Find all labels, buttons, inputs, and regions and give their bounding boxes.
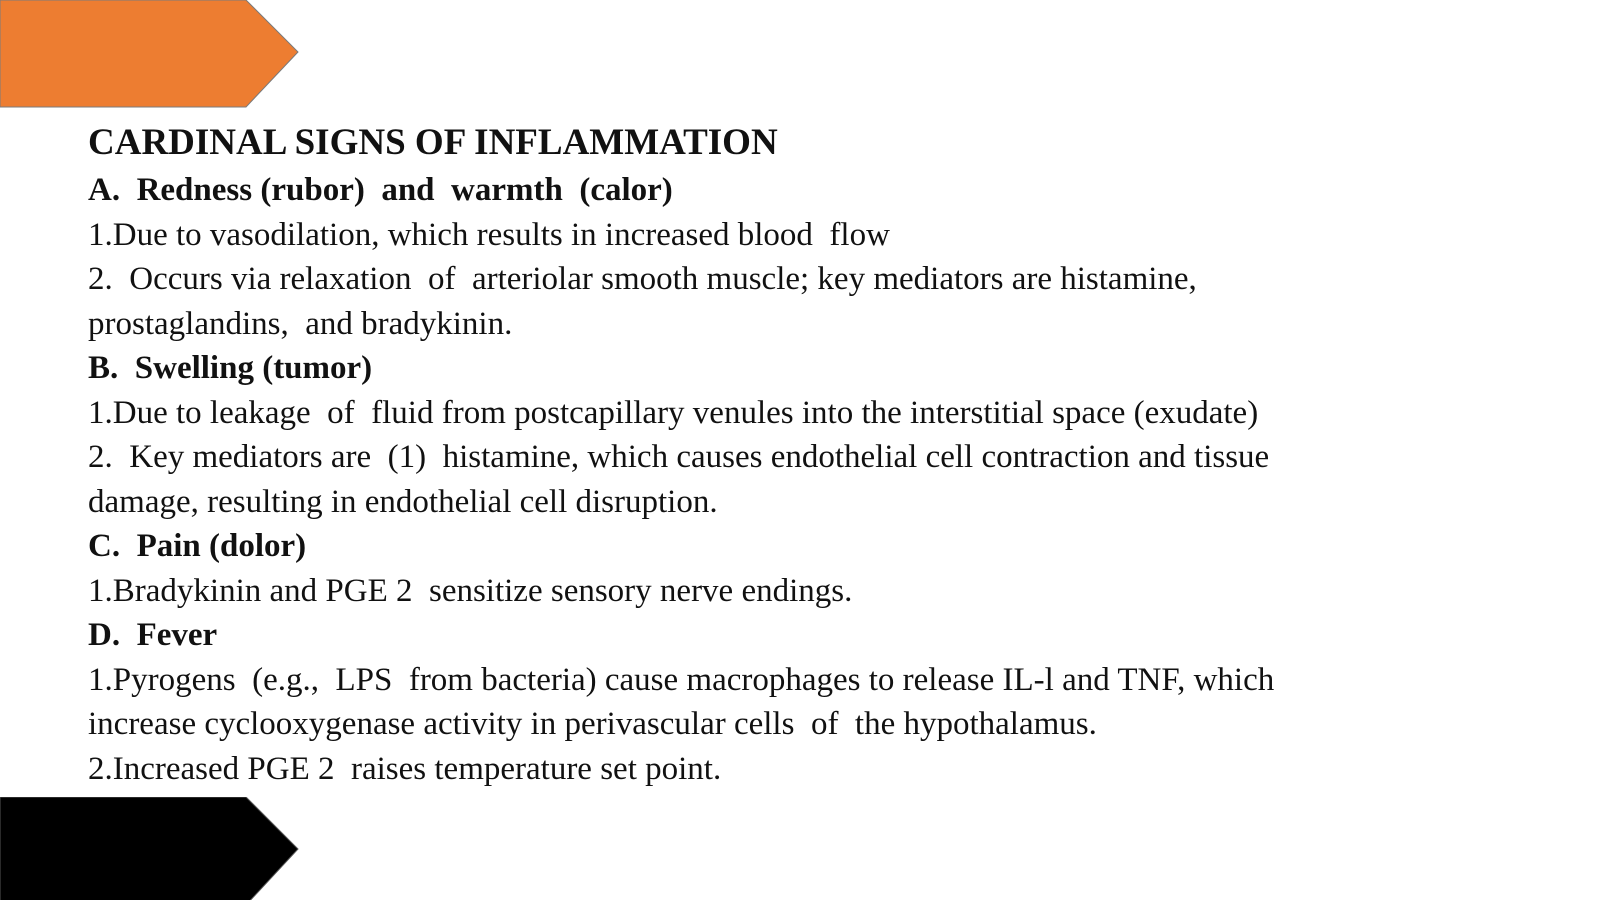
body-line: damage, resulting in endothelial cell disruption. [88, 483, 718, 520]
slide-content [88, 118, 1528, 791]
body-line: increase cyclooxygenase activity in perivascular cells of the hypothalamus. [88, 706, 1097, 742]
black-arrow-shape [0, 797, 300, 900]
body-line: 2.Increased PGE 2 raises temperature set point. [88, 750, 722, 787]
section-heading-redness: A. Redness (rubor) and warmth (calor) [88, 172, 673, 208]
orange-arrow-shape [0, 0, 300, 110]
body-line: 1.Due to vasodilation, which results in increased blood flow [88, 216, 890, 253]
body-line: 2. Occurs via relaxation of arteriolar smooth muscle; key mediators are histamine, [88, 261, 1197, 297]
section-heading-swelling: B. Swelling (tumor) [88, 350, 373, 386]
section-heading-pain: C. Pain (dolor) [88, 528, 307, 564]
body-line: prostaglandins, and bradykinin. [88, 305, 513, 342]
body-line: 1.Bradykinin and PGE 2 sensitize sensory nerve endings. [88, 572, 853, 609]
body-line: 1.Due to leakage of fluid from postcapillary venules into the interstitial space (exudate) [88, 394, 1259, 431]
body-line: 2. Key mediators are (1) histamine, which causes endothelial cell contraction and tissue [88, 439, 1270, 475]
section-heading-fever: D. Fever [88, 617, 218, 653]
slide-title: CARDINAL SIGNS OF INFLAMMATION [88, 122, 778, 163]
body-line: 1.Pyrogens (e.g., LPS from bacteria) cause macrophages to release IL-l and TNF, which [88, 661, 1275, 698]
